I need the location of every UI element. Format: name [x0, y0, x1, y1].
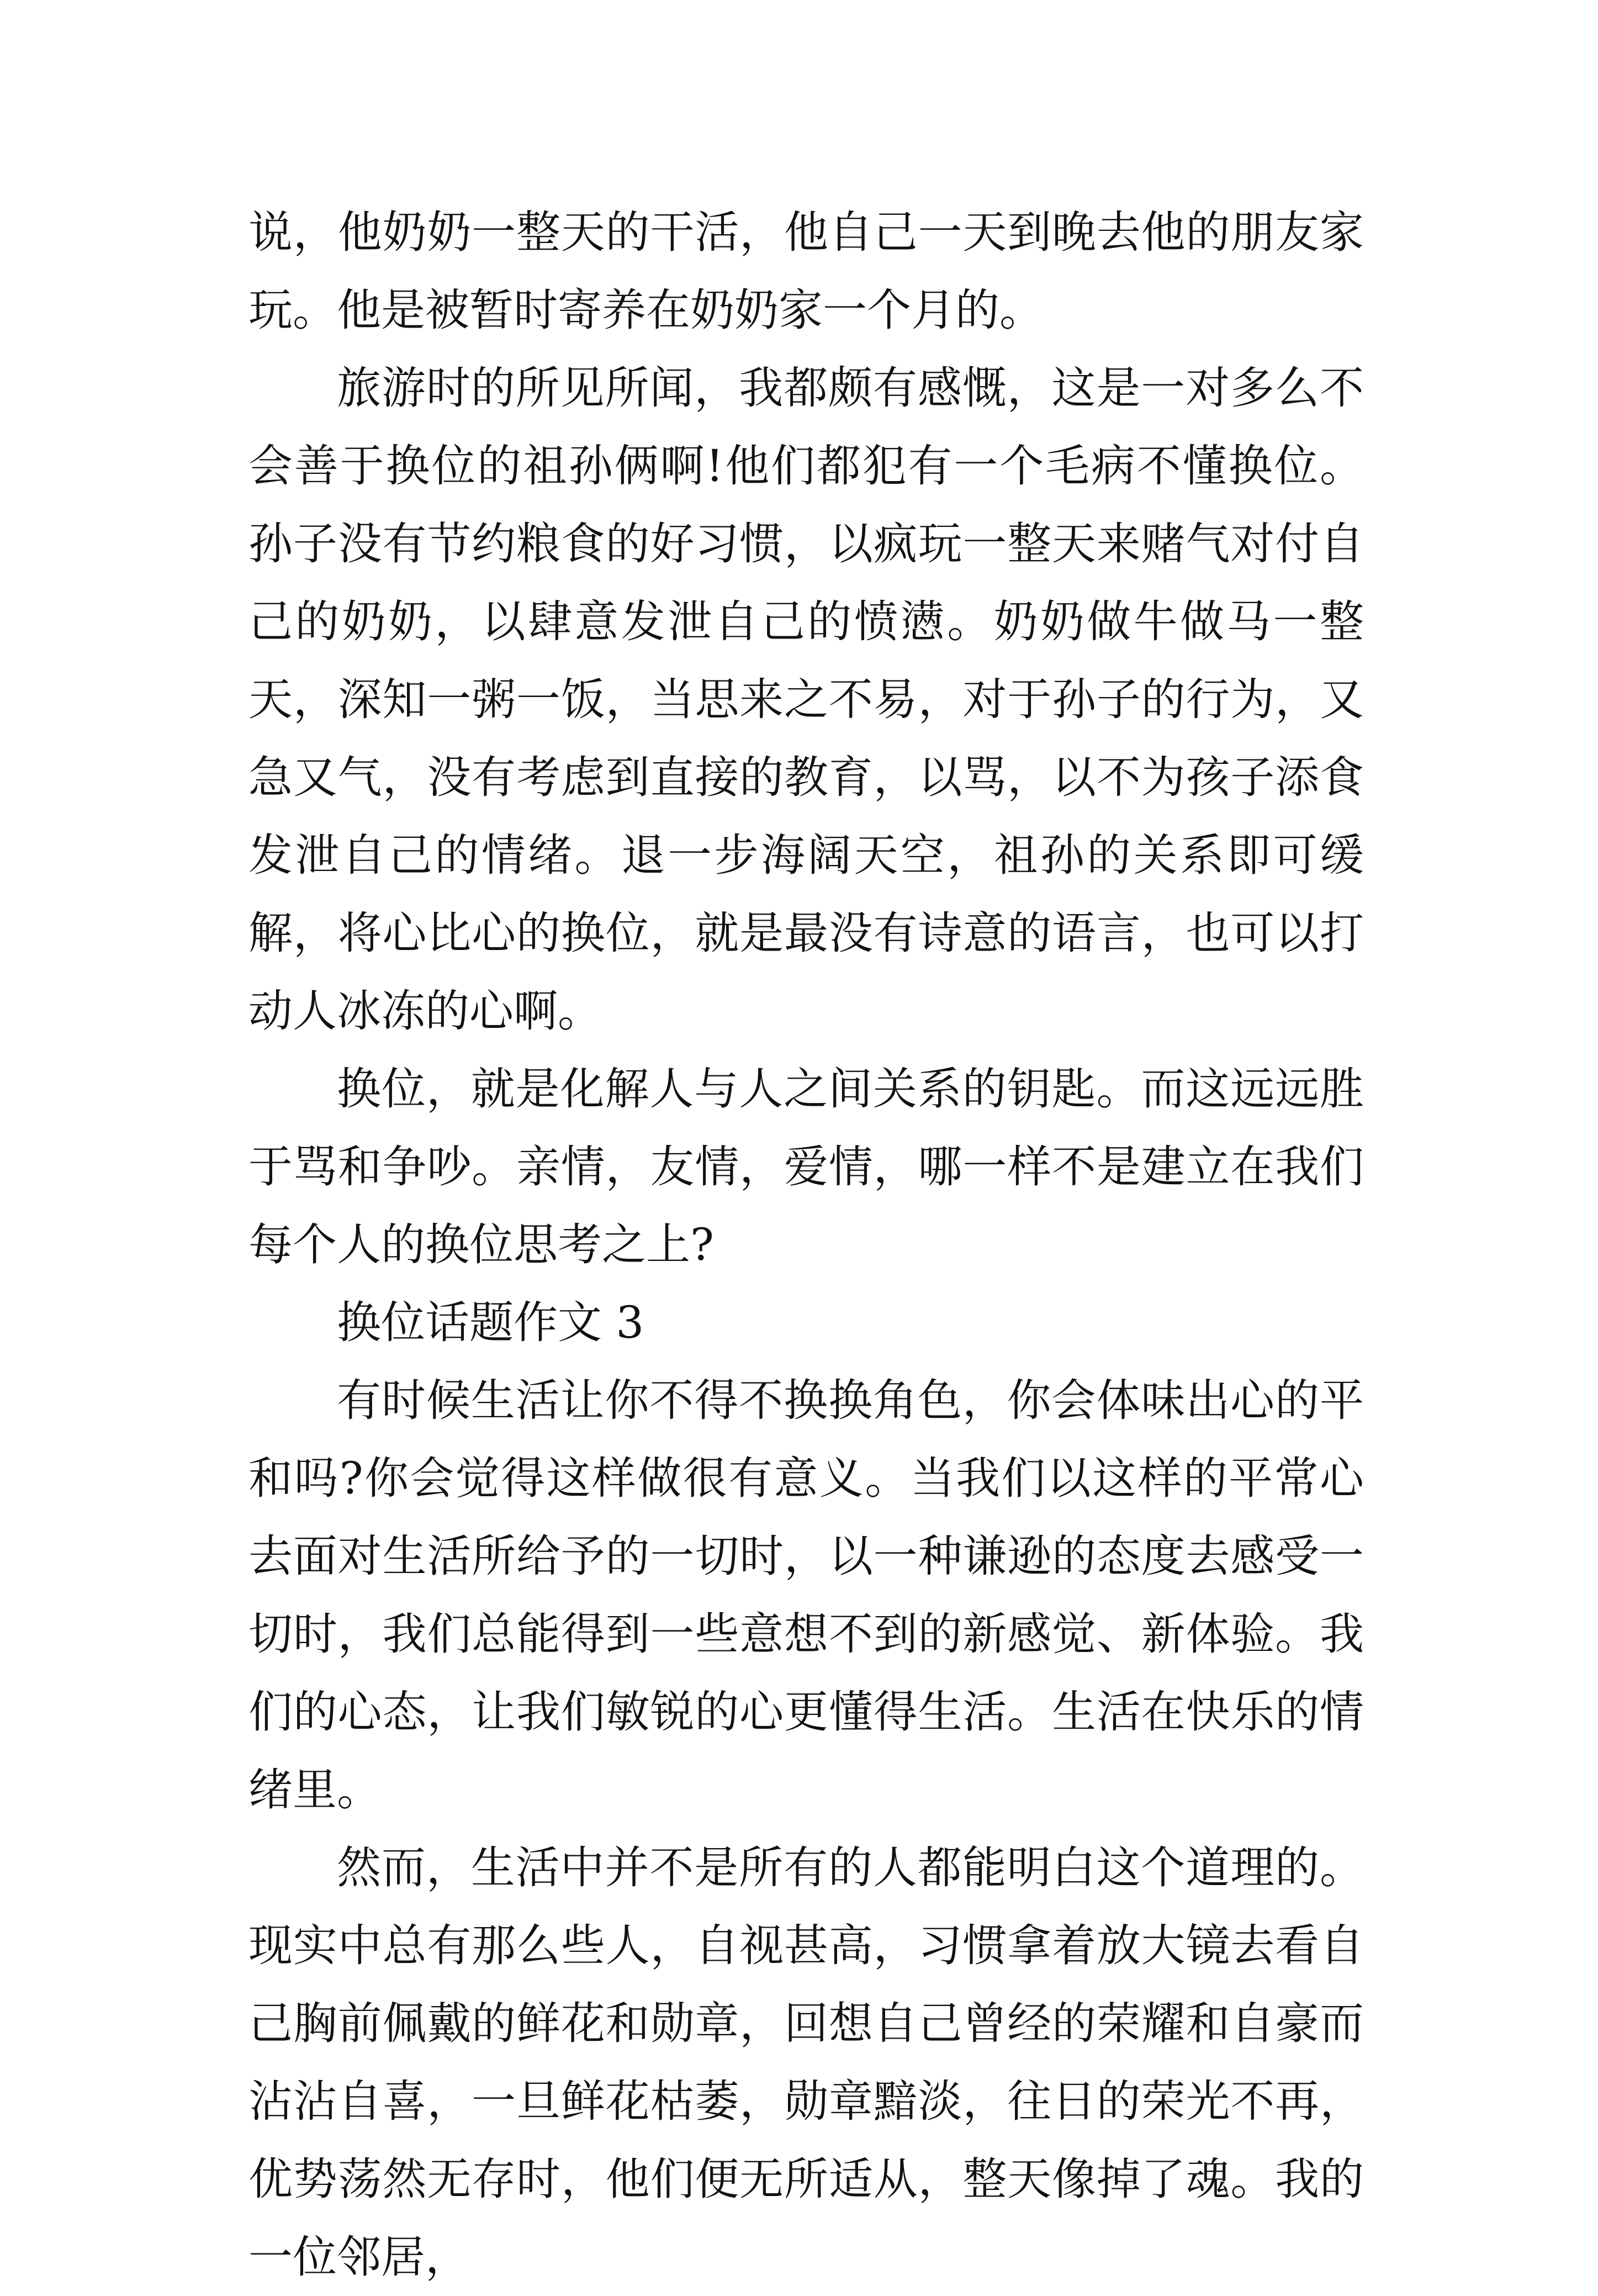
- paragraph-however: 然而，生活中并不是所有的人都能明白这个道理的。现实中总有那么些人，自视甚高，习惯拿着放大镜去看自己胸前佩戴的鲜花和勋章，回想自己曾经的荣耀和自豪而沾沾自喜，一旦鲜花枯萎，勋章黯淡，往日的荣光不再，优势荡然无存时，他们便无所适从，整天像掉了魂。我的一位邻居，: [248, 1842, 1364, 2283]
- document-body: [248, 193, 1364, 2296]
- paragraph-continuation: 说，他奶奶一整天的干活，他自己一天到晚去他的朋友家玩。他是被暂时寄养在奶奶家一个月的。: [248, 207, 1364, 336]
- paragraph-change-roles: 有时候生活让你不得不换换角色，你会体味出心的平和吗?你会觉得这样做很有意义。当我们以这样的平常心去面对生活所给予的一切时，以一种谦逊的态度去感受一切时，我们总能得到一些意想不到的新感觉、新体验。我们的心态，让我们敏锐的心更懂得生活。生活在快乐的情绪里。: [248, 1375, 1364, 1815]
- essay-heading: 换位话题作文 3: [337, 1297, 644, 1348]
- paragraph-travel-reflection: 旅游时的所见所闻，我都颇有感慨，这是一对多么不会善于换位的祖孙俩啊!他们都犯有一个毛病不懂换位。孙子没有节约粮食的好习惯，以疯玩一整天来赌气对付自己的奶奶，以肆意发泄自己的愤懑。奶奶做牛做马一整天，深知一粥一饭，当思来之不易，对于孙子的行为，又急又气，没有考虑到直接的教育，以骂，以不为孩子添食发泄自己的情绪。退一步海阔天空，祖孙的关系即可缓解，将心比心的换位，就是最没有诗意的语言，也可以打动人冰冻的心啊。: [248, 362, 1364, 1037]
- paragraph-key-of-relationships: 换位，就是化解人与人之间关系的钥匙。而这远远胜于骂和争吵。亲情，友情，爱情，哪一样不是建立在我们每个人的换位思考之上?: [248, 1063, 1364, 1270]
